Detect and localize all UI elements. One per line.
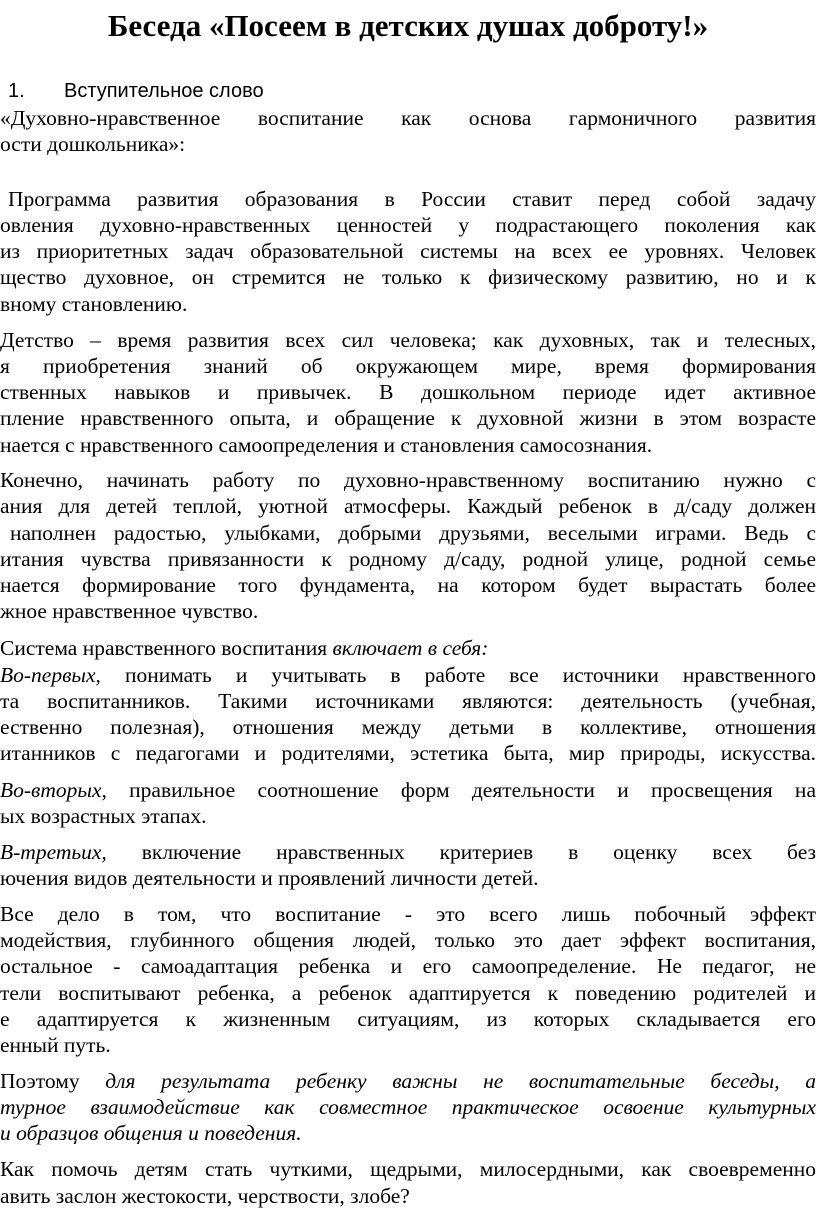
italic-run: для результата ребенку важны не воспитательные беседы, а <box>105 1069 816 1093</box>
paragraph-line: «Духовно-нравственное воспитание как основа гармоничного развития <box>0 106 816 130</box>
paragraph-line: ания для детей теплой, уютной атмосферы. Каждый ребенок в д/саду должен <box>0 494 816 518</box>
paragraph-line: ючения видов деятельности и проявлений личности детей. <box>0 866 539 890</box>
paragraph-line: наполнен радостью, улыбками, добрыми друзьями, веселыми играми. Ведь с <box>10 521 816 545</box>
italic-run: Во-вторых <box>0 778 102 802</box>
paragraph-line: щество духовное, он стремится не только к физическому развитию, но и к <box>0 265 816 289</box>
text-run: , правильное соотношение форм деятельности и просвещения на <box>101 778 816 802</box>
section-label: Вступительное слово <box>64 80 264 102</box>
paragraph-line: пление нравственного опыта, и обращение к духовной жизни в этом возрасте <box>0 406 816 430</box>
paragraph-line: Все дело в том, что воспитание - это всего лишь побочный эффект <box>0 902 816 926</box>
paragraph-line: итанников с педагогами и родителями, эстетика быта, мир природы, искусства. <box>0 741 816 765</box>
section-number: 1. <box>8 80 25 102</box>
paragraph-line: остальное - самоадаптация ребенка и его самоопределение. Не педагог, не <box>0 954 816 978</box>
paragraph-line <box>0 839 816 865</box>
paragraph-line: та воспитанников. Такими источниками являются: деятельность (учебная, <box>0 689 816 713</box>
paragraph-line: енный путь. <box>0 1033 111 1057</box>
text-run: Система нравственного воспитания <box>0 636 333 660</box>
paragraph-line: итания чувства привязанности к родному д/саду, родной улице, родной семье <box>0 547 816 571</box>
italic-run: В-третьих, <box>0 840 107 864</box>
paragraph-line <box>0 1094 816 1120</box>
paragraph-line: е адаптируется к жизненным ситуациям, из которых складывается его <box>0 1007 816 1031</box>
paragraph-line: тели воспитывают ребенка, а ребенок адаптируется к поведению родителей и <box>0 981 816 1005</box>
paragraph-line: овления духовно-нравственных ценностей у подрастающего поколения как <box>0 213 816 237</box>
paragraph-line: ых возрастных этапах. <box>0 804 207 828</box>
paragraph-line: нается формирование того фундамента, на котором будет вырастать более <box>0 573 816 597</box>
paragraph-line <box>0 635 816 661</box>
paragraph-line: вному становлению. <box>0 292 188 316</box>
italic-run: включает в себя: <box>332 636 489 660</box>
paragraph-line: жное нравственное чувство. <box>0 599 259 623</box>
paragraph-line: Детство – время развития всех сил человека; как духовных, так и телесных, <box>0 328 816 352</box>
paragraph-line: Программа развития образования в России ставит перед собой задачу <box>8 187 816 211</box>
paragraph-line: модействия, глубинного общения людей, только это дает эффект воспитания, <box>0 928 816 952</box>
paragraph-line: я приобретения знаний об окружающем мире, время формирования <box>0 354 816 378</box>
text-run: включение нравственных критериев в оценку всех без <box>106 840 816 864</box>
section-heading <box>8 78 264 104</box>
paragraph-line: ости дошкольника»: <box>0 132 186 156</box>
paragraph-line <box>0 777 816 803</box>
paragraph-line: Как помочь детям стать чуткими, щедрыми, милосердными, как своевременно <box>0 1157 816 1181</box>
paragraph-line <box>0 1068 816 1094</box>
italic-run: и образцов общения и поведения. <box>0 1121 302 1145</box>
paragraph-line: авить заслон жестокости, черствости, злобе? <box>0 1184 410 1208</box>
paragraph-line <box>0 662 816 688</box>
italic-run: Во-первых <box>0 663 96 687</box>
paragraph-line: из приоритетных задач образовательной системы на всех ее уровнях. Человек <box>0 239 816 263</box>
paragraph-line: ественно полезная), отношения между детьми в коллективе, отношения <box>0 715 816 739</box>
text-run: Поэтому <box>0 1069 106 1093</box>
paragraph-line: ственных навыков и привычек. В дошкольном периоде идет активное <box>0 380 816 404</box>
paragraph-line: нается с нравственного самоопределения и становления самосознания. <box>0 433 653 457</box>
paragraph-line: Конечно, начинать работу по духовно-нравственному воспитанию нужно с <box>0 468 816 492</box>
page-title: Беседа «Посеем в детских душах доброту!» <box>107 8 709 43</box>
text-run: , понимать и учитывать в работе все источники нравственного <box>95 663 816 687</box>
italic-run: турное взаимодействие как совместное практическое освоение культурных <box>0 1095 816 1119</box>
paragraph-line <box>0 1120 816 1146</box>
